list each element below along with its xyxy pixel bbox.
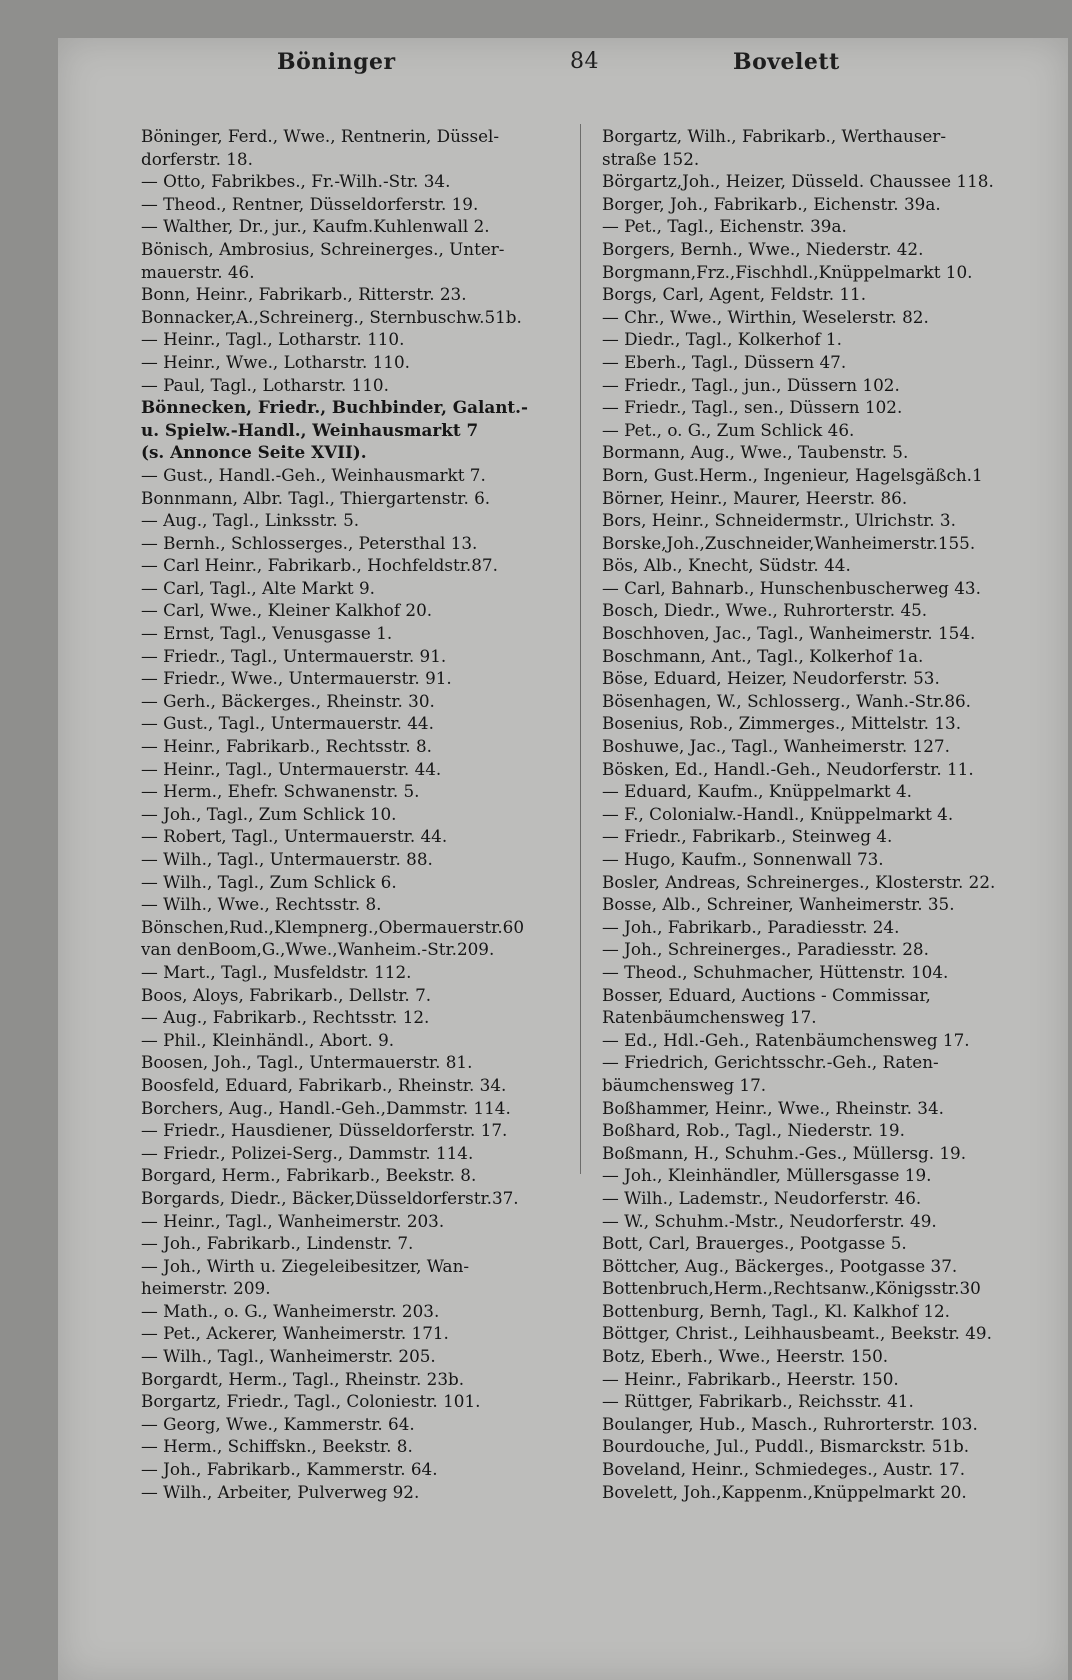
directory-line: — Friedr., Fabrikarb., Steinweg 4.	[602, 826, 893, 847]
directory-line: Bönschen,Rud.,Klempnerg.,Obermauerstr.60	[141, 916, 525, 937]
directory-line: — Friedr., Tagl., jun., Düssern 102.	[602, 374, 900, 395]
directory-line: Bösenhagen, W., Schlosserg., Wanh.-Str.86.	[602, 690, 972, 711]
directory-line: — Wilh., Tagl., Zum Schlick 6.	[141, 871, 397, 892]
directory-line: — Heinr., Fabrikarb., Heerstr. 150.	[602, 1368, 899, 1389]
directory-line: — Friedr., Hausdiener, Düsseldorferstr. 17.	[141, 1120, 508, 1141]
directory-line: Böttger, Christ., Leihhausbeamt., Beekstr. 49.	[602, 1323, 992, 1344]
directory-line: Boulanger, Hub., Masch., Ruhrorterstr. 103.	[602, 1413, 978, 1434]
directory-line: — Wilh., Tagl., Untermauerstr. 88.	[141, 849, 433, 869]
directory-line: — Carl, Wwe., Kleiner Kalkhof 20.	[141, 600, 433, 621]
directory-line: Böse, Eduard, Heizer, Neudorferstr. 53.	[602, 668, 940, 689]
directory-line: bäumchensweg 17.	[602, 1074, 767, 1095]
directory-line: Borgers, Bernh., Wwe., Niederstr. 42.	[602, 238, 924, 259]
directory-line: Borgartz, Friedr., Tagl., Coloniestr. 101.	[141, 1391, 481, 1412]
directory-line: — Chr., Wwe., Wirthin, Weselerstr. 82.	[602, 306, 929, 327]
header-right-word: Bovelett	[733, 49, 840, 75]
directory-line: — F., Colonialw.-Handl., Knüppelmarkt 4.	[602, 803, 954, 824]
left-column	[141, 125, 565, 1503]
directory-line: Börner, Heinr., Maurer, Heerstr. 86.	[602, 487, 908, 508]
directory-line: Bottenburg, Bernh, Tagl., Kl. Kalkhof 12.	[602, 1300, 951, 1321]
directory-line: — Walther, Dr., jur., Kaufm.Kuhlenwall 2.	[141, 216, 490, 237]
directory-line: Ratenbäumchensweg 17.	[602, 1007, 817, 1028]
directory-line: — Carl, Bahnarb., Hunschenbuscherweg 43.	[602, 577, 981, 598]
directory-line: — Theod., Schuhmacher, Hüttenstr. 104.	[602, 961, 949, 982]
directory-line: Börgartz,Joh., Heizer, Düsseld. Chaussee 118.	[602, 171, 994, 192]
directory-line: Boßhard, Rob., Tagl., Niederstr. 19.	[602, 1120, 905, 1141]
directory-line: — Joh., Kleinhändler, Müllersgasse 19.	[602, 1165, 932, 1186]
directory-line: Bonnacker,A.,Schreinerg., Sternbuschw.51b.	[141, 306, 522, 327]
column-divider	[580, 124, 581, 1174]
directory-line: Boshuwe, Jac., Tagl., Wanheimerstr. 127.	[602, 736, 950, 757]
directory-line: — Friedr., Polizei-Serg., Dammstr. 114.	[141, 1142, 474, 1163]
directory-line: — Friedr., Wwe., Untermauerstr. 91.	[141, 668, 452, 689]
directory-line: — Heinr., Wwe., Lotharstr. 110.	[141, 351, 410, 372]
directory-line: — Pet., Ackerer, Wanheimerstr. 171.	[141, 1323, 449, 1344]
directory-line: u. Spielw.-Handl., Weinhausmarkt 7	[141, 419, 479, 440]
directory-line: — Bernh., Schlosserges., Petersthal 13.	[141, 532, 478, 553]
directory-line: straße 152.	[602, 148, 700, 169]
directory-line: Bonn, Heinr., Fabrikarb., Ritterstr. 23.	[141, 284, 467, 305]
directory-line: Bormann, Aug., Wwe., Taubenstr. 5.	[602, 442, 909, 463]
directory-line: — Robert, Tagl., Untermauerstr. 44.	[141, 826, 448, 847]
directory-line: Borgard, Herm., Fabrikarb., Beekstr. 8.	[141, 1165, 477, 1186]
directory-line: Borgards, Diedr., Bäcker,Düsseldorferstr.37.	[141, 1187, 519, 1208]
directory-line: van denBoom,G.,Wwe.,Wanheim.-Str.209.	[141, 939, 495, 960]
directory-line: Bosse, Alb., Schreiner, Wanheimerstr. 35.	[602, 894, 955, 915]
directory-line: — Heinr., Tagl., Wanheimerstr. 203.	[141, 1210, 445, 1231]
directory-line: — Phil., Kleinhändl., Abort. 9.	[141, 1029, 395, 1050]
directory-line: Bönisch, Ambrosius, Schreinerges., Unter-	[141, 238, 505, 259]
directory-line: — Theod., Rentner, Düsseldorferstr. 19.	[141, 193, 479, 214]
page-number: 84	[570, 49, 599, 74]
directory-line: Bösken, Ed., Handl.-Geh., Neudorferstr. 11.	[602, 758, 974, 779]
directory-line: — Joh., Fabrikarb., Lindenstr. 7.	[141, 1233, 414, 1254]
directory-line: Bosser, Eduard, Auctions - Commissar,	[602, 984, 931, 1005]
directory-line: — Mart., Tagl., Musfeldstr. 112.	[141, 961, 412, 982]
directory-line: (s. Annonce Seite XVII).	[141, 442, 367, 463]
directory-line: — Joh., Tagl., Zum Schlick 10.	[141, 803, 397, 824]
directory-line: — Friedr., Tagl., sen., Düssern 102.	[602, 397, 903, 418]
directory-line: — Gust., Handl.-Geh., Weinhausmarkt 7.	[141, 464, 486, 485]
directory-line: Böninger, Ferd., Wwe., Rentnerin, Düssel-	[141, 126, 500, 146]
directory-line: — Heinr., Tagl., Lotharstr. 110.	[141, 329, 405, 350]
directory-line: — Ed., Hdl.-Geh., Ratenbäumchensweg 17.	[602, 1029, 970, 1050]
directory-line: — Paul, Tagl., Lotharstr. 110.	[141, 374, 389, 395]
directory-line: — Eberh., Tagl., Düssern 47.	[602, 351, 847, 372]
directory-line: — Friedr., Tagl., Untermauerstr. 91.	[141, 645, 447, 666]
directory-line: Boschhoven, Jac., Tagl., Wanheimerstr. 154.	[602, 623, 976, 644]
directory-line: — Otto, Fabrikbes., Fr.-Wilh.-Str. 34.	[141, 171, 451, 192]
directory-line: Boosfeld, Eduard, Fabrikarb., Rheinstr. 34.	[141, 1074, 507, 1095]
directory-line: — Aug., Tagl., Linksstr. 5.	[141, 510, 360, 531]
directory-line: — Herm., Ehefr. Schwanenstr. 5.	[141, 781, 420, 802]
directory-line: Bors, Heinr., Schneidermstr., Ulrichstr. 3.	[602, 510, 956, 531]
directory-line: — Eduard, Kaufm., Knüppelmarkt 4.	[602, 781, 912, 802]
directory-line: mauerstr. 46.	[141, 261, 255, 282]
directory-line: Bott, Carl, Brauerges., Pootgasse 5.	[602, 1233, 907, 1254]
directory-line: Borchers, Aug., Handl.-Geh.,Dammstr. 114.	[141, 1097, 511, 1118]
directory-line: — Herm., Schiffskn., Beekstr. 8.	[141, 1436, 413, 1457]
directory-line: — Carl Heinr., Fabrikarb., Hochfeldstr.87.	[141, 555, 498, 576]
directory-line: Bosenius, Rob., Zimmerges., Mittelstr. 13.	[602, 713, 962, 734]
directory-line: — Ernst, Tagl., Venusgasse 1.	[141, 623, 393, 644]
directory-line: — Gerh., Bäckerges., Rheinstr. 30.	[141, 690, 435, 711]
directory-line: — Diedr., Tagl., Kolkerhof 1.	[602, 329, 842, 350]
directory-line: — Pet., Tagl., Eichenstr. 39a.	[602, 216, 847, 237]
directory-line: Borgardt, Herm., Tagl., Rheinstr. 23b.	[141, 1368, 465, 1389]
header-left-word: Böninger	[277, 49, 396, 75]
directory-line: — Wilh., Tagl., Wanheimerstr. 205.	[141, 1346, 436, 1367]
directory-line: — Wilh., Wwe., Rechtsstr. 8.	[141, 894, 382, 915]
directory-line: Boschmann, Ant., Tagl., Kolkerhof 1a.	[602, 645, 924, 666]
directory-line: — Joh., Schreinerges., Paradiesstr. 28.	[602, 939, 929, 960]
directory-line: — Joh., Wirth u. Ziegeleibesitzer, Wan-	[141, 1255, 470, 1276]
directory-line: heimerstr. 209.	[141, 1278, 271, 1299]
directory-line: Boos, Aloys, Fabrikarb., Dellstr. 7.	[141, 984, 432, 1005]
directory-line: Boosen, Joh., Tagl., Untermauerstr. 81.	[141, 1052, 473, 1073]
directory-line: — Wilh., Arbeiter, Pulverweg 92.	[141, 1481, 420, 1502]
directory-line: dorferstr. 18.	[141, 148, 253, 169]
directory-line: Botz, Eberh., Wwe., Heerstr. 150.	[602, 1346, 889, 1367]
directory-line: — Friedrich, Gerichtsschr.-Geh., Raten-	[602, 1052, 939, 1073]
directory-line: Boveland, Heinr., Schmiedeges., Austr. 17.	[602, 1459, 966, 1480]
directory-line: Borgs, Carl, Agent, Feldstr. 11.	[602, 284, 867, 305]
directory-line: Bonnmann, Albr. Tagl., Thiergartenstr. 6.	[141, 487, 491, 508]
directory-line: — Rüttger, Fabrikarb., Reichsstr. 41.	[602, 1391, 914, 1412]
directory-line: — Pet., o. G., Zum Schlick 46.	[602, 419, 855, 440]
directory-line: Borgmann,Frz.,Fischhdl.,Knüppelmarkt 10.	[602, 261, 973, 282]
directory-line: — W., Schuhm.-Mstr., Neudorferstr. 49.	[602, 1210, 937, 1231]
directory-line: — Georg, Wwe., Kammerstr. 64.	[141, 1413, 415, 1434]
directory-line: — Carl, Tagl., Alte Markt 9.	[141, 577, 375, 598]
directory-line: Böttcher, Aug., Bäckerges., Pootgasse 37.	[602, 1255, 958, 1276]
directory-line: Bovelett, Joh.,Kappenm.,Knüppelmarkt 20.	[602, 1481, 967, 1502]
directory-line: Bourdouche, Jul., Puddl., Bismarckstr. 51b.	[602, 1436, 970, 1457]
directory-line: Bönnecken, Friedr., Buchbinder, Galant.-	[141, 397, 528, 418]
directory-line: Bottenbruch,Herm.,Rechtsanw.,Königsstr.30	[602, 1278, 981, 1299]
directory-line: Borger, Joh., Fabrikarb., Eichenstr. 39a.	[602, 193, 941, 214]
right-column	[602, 125, 1042, 1503]
directory-line: — Wilh., Lademstr., Neudorferstr. 46.	[602, 1187, 922, 1208]
directory-line: — Joh., Fabrikarb., Paradiesstr. 24.	[602, 916, 900, 937]
directory-line: — Aug., Fabrikarb., Rechtsstr. 12.	[141, 1007, 430, 1028]
directory-line: — Hugo, Kaufm., Sonnenwall 73.	[602, 849, 884, 869]
directory-line: Bosch, Diedr., Wwe., Ruhrorterstr. 45.	[602, 600, 928, 621]
directory-line: — Heinr., Fabrikarb., Rechtsstr. 8.	[141, 736, 432, 757]
directory-line: Borgartz, Wilh., Fabrikarb., Werthauser-	[602, 126, 946, 146]
directory-line: Boßmann, H., Schuhm.-Ges., Müllersg. 19.	[602, 1142, 967, 1163]
directory-line: Boßhammer, Heinr., Wwe., Rheinstr. 34.	[602, 1097, 944, 1118]
directory-line: Born, Gust.Herm., Ingenieur, Hagelsgäßch.1	[602, 464, 983, 485]
directory-line: — Heinr., Tagl., Untermauerstr. 44.	[141, 758, 442, 779]
directory-line: Bös, Alb., Knecht, Südstr. 44.	[602, 555, 851, 576]
directory-line: — Joh., Fabrikarb., Kammerstr. 64.	[141, 1459, 438, 1480]
directory-line: Bosler, Andreas, Schreinerges., Klosterstr. 22.	[602, 871, 996, 892]
directory-line: — Gust., Tagl., Untermauerstr. 44.	[141, 713, 434, 734]
directory-line: Borske,Joh.,Zuschneider,Wanheimerstr.155.	[602, 532, 976, 553]
directory-line: — Math., o. G., Wanheimerstr. 203.	[141, 1300, 440, 1321]
